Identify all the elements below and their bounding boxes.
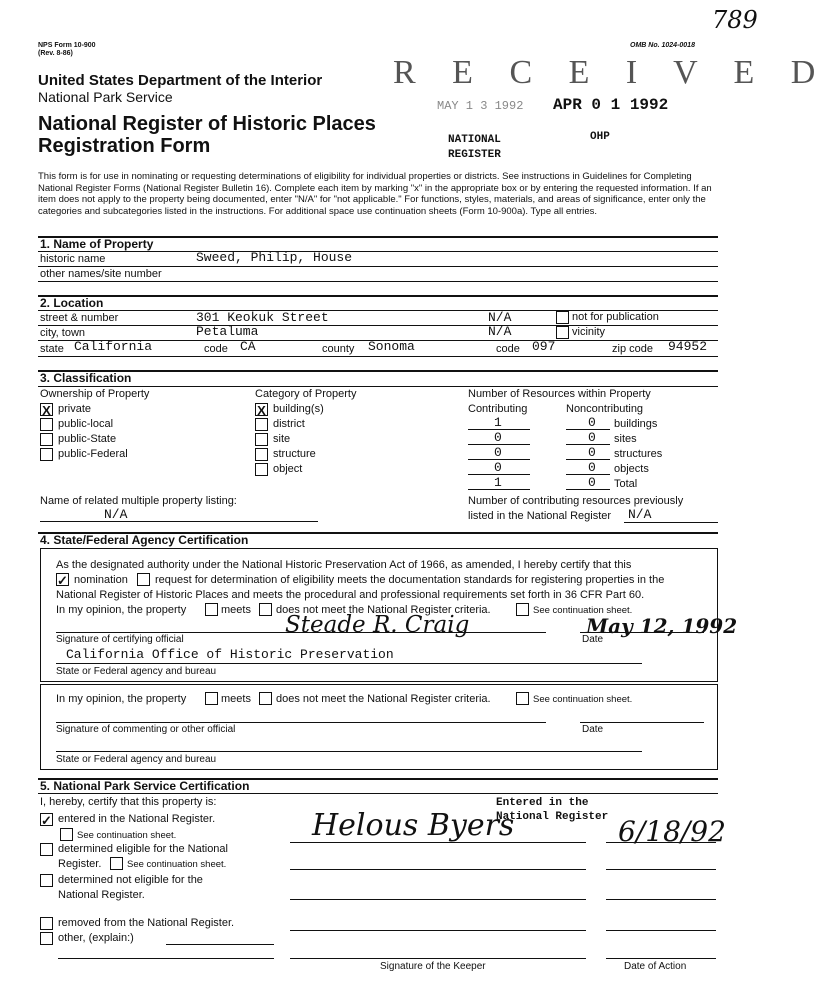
commenting-date-label: Date (582, 724, 604, 735)
ownership-heading: Ownership of Property (40, 388, 150, 400)
noncontributing-count: 0 (588, 415, 596, 430)
nomination-checkbox[interactable]: ✓ (57, 573, 68, 588)
see-continuation-checkbox[interactable] (516, 603, 529, 616)
eligible-see-continuation-label: See continuation sheet. (127, 859, 227, 870)
does-not-meet-label-b: does not meet the National Register criteria. (276, 693, 491, 705)
contributing-count: 0 (494, 430, 502, 445)
eligible-label-2: Register. (58, 858, 102, 870)
certifying-signature-label: Signature of certifying official (56, 634, 184, 645)
entered-see-continuation-label: See continuation sheet. (77, 830, 177, 841)
state-code-value: CA (240, 339, 256, 354)
ownership-private-label: private (58, 403, 92, 415)
stamp-ohp: OHP (590, 131, 610, 143)
certifying-agency-label: State or Federal agency and bureau (56, 666, 217, 677)
certifying-date-label: Date (582, 634, 604, 645)
section-5-heading: 5. National Park Service Certification (40, 779, 250, 793)
multiple-listing-value: N/A (104, 507, 128, 522)
category-structure-label: structure (273, 448, 316, 460)
does-not-meet-checkbox-b[interactable] (259, 692, 272, 705)
ownership-public-state-checkbox[interactable] (40, 433, 53, 446)
certification-line-2: request for determination of eligibility meets the documentation standards for registering properties in the (155, 574, 665, 586)
see-continuation-label-b: See continuation sheet. (533, 694, 633, 705)
category-building-checkbox[interactable]: X (255, 403, 268, 416)
see-continuation-label: See continuation sheet. (533, 605, 633, 616)
noncontributing-count: 0 (588, 475, 596, 490)
keeper-signature: Helous Byers (312, 808, 515, 843)
nomination-label: nomination (74, 574, 128, 586)
other-checkbox[interactable] (40, 932, 53, 945)
removed-checkbox[interactable] (40, 917, 53, 930)
category-site-checkbox[interactable] (255, 433, 268, 446)
previously-listed-label-2: listed in the National Register (468, 510, 612, 522)
other-label: other, (explain:) (58, 932, 134, 944)
meets-label: meets (221, 604, 251, 616)
department-name: United States Department of the Interior (38, 72, 323, 89)
not-eligible-checkbox[interactable] (40, 874, 53, 887)
resources-heading: Number of Resources within Property (468, 388, 651, 400)
service-name: National Park Service (38, 89, 173, 105)
resource-type-label: buildings (614, 418, 658, 430)
meets-checkbox-b[interactable] (205, 692, 218, 705)
keeper-signature-label: Signature of the Keeper (380, 961, 486, 972)
instructions-paragraph: This form is for use in nominating or requesting determinations of eligibility for individual properties or districts. See instructions in Guidelines for Completing National Register Forms (National Register Bulletin 16). Complete each item by marking "x" in the appropriate box or by entering the requested information. If an item does not apply to the property being documented, enter "N/A" for "not applicable." For functions, styles, materials, and areas of significance, enter only the categories and subcategories listed in the instructions. For additional space use continuation sheets (Form 10-900a). Type all entries. (38, 171, 712, 217)
certifying-agency-value: California Office of Historic Preservation (66, 647, 394, 662)
date-of-action-label: Date of Action (624, 961, 687, 972)
removed-label: removed from the National Register. (58, 917, 235, 929)
state-label: state (40, 343, 64, 355)
entered-stamp-line-2: National Register (496, 811, 609, 823)
entered-stamp-line-1: Entered in the (496, 797, 589, 809)
not-eligible-label-1: determined not eligible for the (58, 874, 203, 886)
noncontributing-count: 0 (588, 430, 596, 445)
resource-type-label: objects (614, 463, 649, 475)
eligible-see-continuation-checkbox[interactable] (110, 857, 123, 870)
category-district-label: district (273, 418, 305, 430)
commenting-signature-label: Signature of commenting or other official (56, 724, 236, 735)
does-not-meet-label: does not meet the National Register criteria. (276, 604, 491, 616)
ownership-private-checkbox[interactable]: X (40, 403, 53, 416)
section-3-heading: 3. Classification (40, 371, 132, 385)
county-code-label: code (496, 343, 520, 355)
stamp-register: REGISTER (448, 149, 501, 161)
opinion-label: In my opinion, the property (56, 604, 187, 616)
section-1-heading: 1. Name of Property (40, 237, 154, 251)
certification-line-1: As the designated authority under the National Historic Preservation Act of 1966, as amended, I hereby certify that this (56, 559, 632, 571)
certification-line-3: National Register of Historic Places and meets the procedural and professional requirements set forth in 36 CFR Part 60. (56, 589, 645, 601)
historic-name-value: Sweed, Philip, House (196, 250, 353, 265)
other-names-label: other names/site number (40, 268, 162, 280)
received-stamp-letters: R E C E I V E D (393, 54, 829, 91)
vicinity-checkbox[interactable] (556, 326, 569, 339)
resource-type-label: sites (614, 433, 637, 445)
keeper-date-handwritten: 6/18/92 (618, 815, 726, 848)
received-stamp-date-faded: MAY 1 3 1992 (437, 99, 524, 113)
category-structure-checkbox[interactable] (255, 448, 268, 461)
ownership-public-federal-label: public-Federal (58, 448, 128, 460)
form-subtitle: Registration Form (38, 135, 211, 157)
contributing-count: 1 (494, 475, 502, 490)
county-code-value: 097 (532, 339, 556, 354)
city-na: N/A (488, 324, 512, 339)
city-label: city, town (40, 327, 86, 339)
form-revision: (Rev. 8-86) (38, 50, 73, 57)
certification-date-handwritten: May 12, 1992 (586, 614, 738, 638)
corner-handwriting: 789 (712, 6, 758, 34)
omb-number: OMB No. 1024-0018 (630, 42, 695, 49)
previously-listed-value: N/A (628, 507, 652, 522)
not-for-publication-checkbox[interactable] (556, 311, 569, 324)
historic-name-label: historic name (40, 253, 106, 265)
see-continuation-checkbox-b[interactable] (516, 692, 529, 705)
entered-checkbox[interactable]: ✓ (41, 813, 52, 828)
received-stamp-date: APR 0 1 1992 (553, 96, 669, 114)
street-na: N/A (488, 310, 512, 325)
eligible-label-1: determined eligible for the National (58, 843, 228, 855)
state-code-label: code (204, 343, 228, 355)
noncontributing-count: 0 (588, 460, 596, 475)
city-value: Petaluma (196, 324, 259, 339)
commenting-agency-label: State or Federal agency and bureau (56, 754, 217, 765)
contributing-heading: Contributing (468, 403, 528, 415)
not-for-publication-label: not for publication (572, 311, 659, 323)
eligible-checkbox[interactable] (40, 843, 53, 856)
street-label: street & number (40, 312, 119, 324)
entered-label: entered in the National Register. (58, 813, 216, 825)
category-district-checkbox[interactable] (255, 418, 268, 431)
section-4-heading: 4. State/Federal Agency Certification (40, 533, 249, 547)
opinion-label-b: In my opinion, the property (56, 693, 187, 705)
entered-see-continuation-checkbox[interactable] (60, 828, 73, 841)
noncontributing-count: 0 (588, 445, 596, 460)
street-value: 301 Keokuk Street (196, 310, 329, 325)
multiple-listing-label: Name of related multiple property listing: (40, 495, 237, 507)
nps-intro: I, hereby, certify that this property is: (40, 796, 217, 808)
contributing-count: 0 (494, 460, 502, 475)
category-object-label: object (273, 463, 303, 475)
meets-label-b: meets (221, 693, 251, 705)
form-title: National Register of Historic Places (38, 113, 376, 135)
zip-value: 94952 (668, 339, 708, 354)
stamp-national: NATIONAL (448, 134, 501, 146)
previously-listed-label-1: Number of contributing resources previously (468, 495, 684, 507)
ownership-public-local-label: public-local (58, 418, 114, 430)
does-not-meet-checkbox[interactable] (259, 603, 272, 616)
eligibility-request-checkbox[interactable] (137, 573, 150, 586)
resource-type-label: Total (614, 478, 638, 490)
meets-checkbox[interactable] (205, 603, 218, 616)
not-eligible-label-2: National Register. (58, 889, 145, 901)
noncontributing-heading: Noncontributing (566, 403, 644, 415)
vicinity-label: vicinity (572, 326, 606, 338)
county-label: county (322, 343, 355, 355)
ownership-public-federal-checkbox[interactable] (40, 448, 53, 461)
certifying-official-signature: Steade R. Craig (285, 612, 470, 638)
resource-type-label: structures (614, 448, 663, 460)
category-building-label: building(s) (273, 403, 324, 415)
contributing-count: 0 (494, 445, 502, 460)
category-heading: Category of Property (255, 388, 357, 400)
category-site-label: site (273, 433, 291, 445)
county-value: Sonoma (368, 339, 415, 354)
contributing-count: 1 (494, 415, 502, 430)
ownership-public-local-checkbox[interactable] (40, 418, 53, 431)
ownership-public-state-label: public-State (58, 433, 117, 445)
form-number: NPS Form 10-900 (38, 42, 96, 49)
zip-label: zip code (612, 343, 653, 355)
state-value: California (74, 339, 153, 354)
category-object-checkbox[interactable] (255, 463, 268, 476)
section-2-heading: 2. Location (40, 296, 104, 310)
